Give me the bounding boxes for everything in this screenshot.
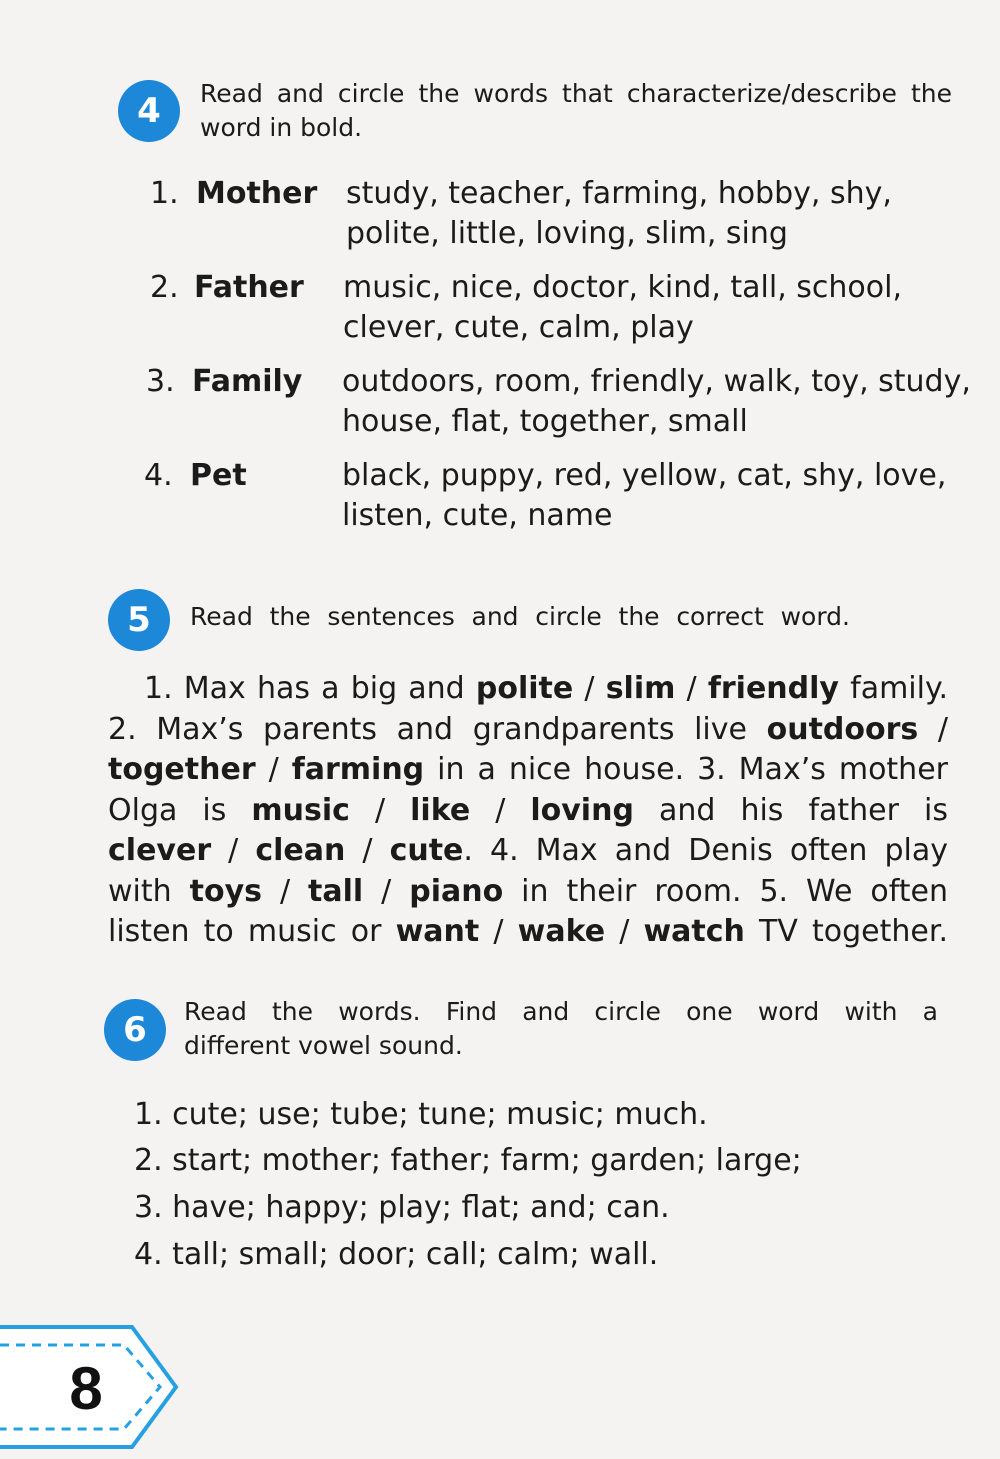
exercise-5-paragraph: [108, 669, 948, 953]
exercise-6-instruction: Read the words. Find and circle one word with a different vowel sound.: [184, 997, 938, 1060]
exercise-4-badge: 4: [118, 80, 180, 142]
exercise-5-instruction: Read the sentences and circle the correct word.: [190, 602, 850, 631]
ex5-line: with toys / tall / piano in their room. 5. We often: [108, 873, 948, 909]
page-number-tag: [0, 1325, 190, 1450]
ex6-item-2: 2. start; mother; father; farm; garden; large;: [134, 1143, 802, 1178]
ex5-line: listen to music or want / wake / watch TV together.: [108, 914, 948, 949]
workbook-page: 4 Read and circle the words that characterize/describe the word in bold. 1. Mother study, teacher, farming, hobby, shy, polite, little, loving, slim, sing 2. Father music, nice, doctor, kind, tall, school, clever, cute, calm, play 3. Family outdoors, room, friendly, walk, toy, study, house, flat, together, small 4. Pet black, puppy, red, yellow, cat, shy, love, listen, cute, name 5 Read the sentences and circle the correct word. 1. Max has a big and polite / slim / friendly family. 2. Max’s parents and grandparents live outdoors / together / farming in a nice house. 3. Max’s mother Olga is music / like / loving and his father is clever / clean / cute. 4. Max and Denis often play with toys / tall / piano in their room. 5. We often listen to music or want / wake / watch TV together. 6 Read the words. Find and circle one word with a different vowel sound. 1. cute; use; tube; tune; music; much. 2. start; mother; father; farm; garden; large; 3. have; happy; play; flat; and; can. 4. tall; small; door; call; calm; wall. 8: [0, 0, 1000, 1459]
exercise-6-badge: 6: [104, 999, 166, 1061]
exercise-5-badge: 5: [108, 589, 170, 651]
ex5-line: Olga is music / like / loving and his father is: [108, 792, 948, 828]
ex4-item-2-options: music, nice, doctor, kind, tall, school, clever, cute, calm, play: [343, 270, 902, 345]
ex5-line: 2. Max’s parents and grandparents live outdoors /: [108, 711, 948, 747]
ex4-item-4-options: black, puppy, red, yellow, cat, shy, love, listen, cute, name: [342, 458, 947, 533]
ex6-item-4: 4. tall; small; door; call; calm; wall.: [134, 1237, 659, 1272]
ex5-line: 1. Max has a big and polite / slim / friendly family.: [144, 671, 948, 706]
ex5-line: clever / clean / cute. 4. Max and Denis often play: [108, 833, 949, 868]
ex5-line: together / farming in a nice house. 3. Max’s mother: [108, 752, 948, 787]
exercise-4-instruction: Read and circle the words that characterize/describe the word in bold.: [200, 79, 952, 142]
page-number: 8: [69, 1355, 103, 1422]
ex6-item-3: 3. have; happy; play; flat; and; can.: [134, 1190, 670, 1225]
ex4-item-1-options: study, teacher, farming, hobby, shy, polite, little, loving, slim, sing: [346, 176, 892, 251]
ex6-item-1: 1. cute; use; tube; tune; music; much.: [134, 1097, 708, 1132]
ex4-item-3-options: outdoors, room, friendly, walk, toy, study, house, flat, together, small: [342, 364, 971, 439]
